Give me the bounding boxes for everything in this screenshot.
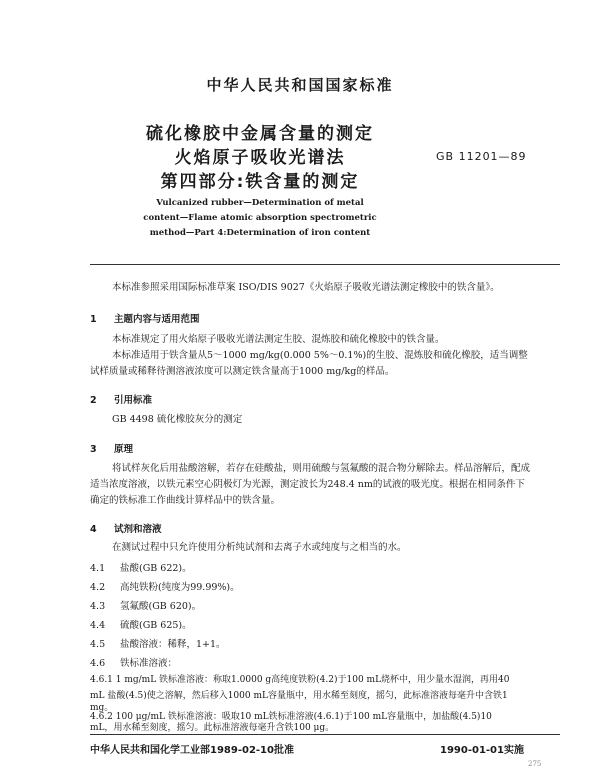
- section-1-heading: [90, 311, 200, 325]
- item-4-6-1-line-1: 4.6.1 1 mg/mL 铁标准溶液：称取1.0000 g高纯度铁粉(4.2)于100 mL烧杯中，用少量水湿润，再用40: [90, 675, 510, 685]
- item-4-6-2-line-2: mL，用水稀至刻度，摇匀。此标准溶液每毫升含铁100 μg。: [90, 723, 335, 733]
- principle-line-1: 将试样灰化后用盐酸溶解，若存在硅酸盐，则用硫酸与氢氟酸的混合物分解除去。样品溶解后，配成: [112, 463, 531, 474]
- reagents-intro: 在测试过程中只允许使用分析纯试剂和去离子水或纯度与之相当的水。: [112, 542, 407, 553]
- reagent-item: 4.3 氢氟酸(GB 620)。: [90, 601, 202, 612]
- principle-line-3: 确定的铁标准工作曲线计算样品中的铁含量。: [90, 495, 281, 506]
- title-line-2: 火焰原子吸收光谱法: [174, 148, 346, 168]
- reagent-item: 4.1 盐酸(GB 622)。: [90, 563, 192, 574]
- standard-number: GB 11201—89: [436, 150, 527, 163]
- section-number: 3: [90, 444, 97, 455]
- section-2-heading: [90, 392, 152, 406]
- bottom-divider: [90, 734, 560, 735]
- section-1-paragraph-2-line-2: 试样质量或稀释待测溶液浓度可以测定铁含量高于1000 mg/kg的样品。: [90, 366, 395, 377]
- item-4-6-2-line-1: 4.6.2 100 μg/mL 铁标准溶液：吸取10 mL铁标准溶液(4.6.1)于100 mL容量瓶中，加盐酸(4.5)10: [90, 712, 492, 722]
- implementation-date: 1990-01-01实施: [440, 745, 524, 756]
- referenced-standard: GB 4498 硫化橡胶灰分的测定: [112, 414, 243, 425]
- section-title: 原理: [114, 444, 134, 455]
- section-number: 2: [90, 395, 97, 406]
- section-number: 4: [90, 524, 97, 535]
- section-title: 主题内容与适用范围: [114, 314, 200, 325]
- section-1-paragraph-2-line-1: 本标准适用于铁含量从5～1000 mg/kg(0.000 5%～0.1%)的生胶、混炼胶和硫化橡胶，适当调整: [112, 350, 528, 361]
- item-4-6-1-line-3: mg。: [90, 703, 114, 713]
- section-title: 引用标准: [114, 395, 153, 406]
- principle-line-2: 适当浓度溶液，以铁元素空心阴极灯为光源，测定波长为248.4 nm的试液的吸光度。根据在相同条件下: [90, 479, 525, 490]
- reagent-item: 4.5 盐酸溶液：稀释，1+1。: [90, 639, 226, 650]
- section-1-paragraph-1: 本标准规定了用火焰原子吸收光谱法测定生胶、混炼胶和硫化橡胶中的铁含量。: [112, 334, 445, 345]
- section-3-heading: [90, 441, 133, 455]
- reagent-item: 4.6 铁标准溶液：: [90, 658, 178, 669]
- reagent-item: 4.4 硫酸(GB 625)。: [90, 620, 192, 631]
- section-4-heading: [90, 521, 162, 535]
- item-4-6-1-line-2: mL 盐酸(4.5)使之溶解，然后移入1000 mL容量瓶中，用水稀至刻度，摇匀，此标准溶液每毫升中含铁1: [90, 691, 508, 701]
- title-line-1: 硫化橡胶中金属含量的测定: [146, 124, 374, 144]
- english-title-line-3: method—Part 4:Determination of iron content: [149, 228, 371, 238]
- english-title-line-1: Vulcanized rubber—Determination of metal: [156, 198, 364, 208]
- approval-statement: 中华人民共和国化学工业部1989-02-10批准: [90, 745, 294, 756]
- title-line-3: 第四部分:铁含量的测定: [160, 172, 360, 192]
- national-standard-heading: 中华人民共和国国家标准: [206, 76, 394, 94]
- section-title: 试剂和溶液: [114, 524, 162, 535]
- reagent-item: 4.2 高纯铁粉(纯度为99.99%)。: [90, 582, 240, 593]
- intro-paragraph: 本标准参照采用国际标准草案 ISO/DIS 9027《火焰原子吸收光谱法测定橡胶中的铁含量》。: [112, 282, 500, 293]
- section-number: 1: [90, 314, 97, 325]
- top-divider: [90, 264, 560, 265]
- page-number: 275: [528, 760, 542, 768]
- english-title-line-2: content—Flame atomic absorption spectrometric: [143, 213, 377, 223]
